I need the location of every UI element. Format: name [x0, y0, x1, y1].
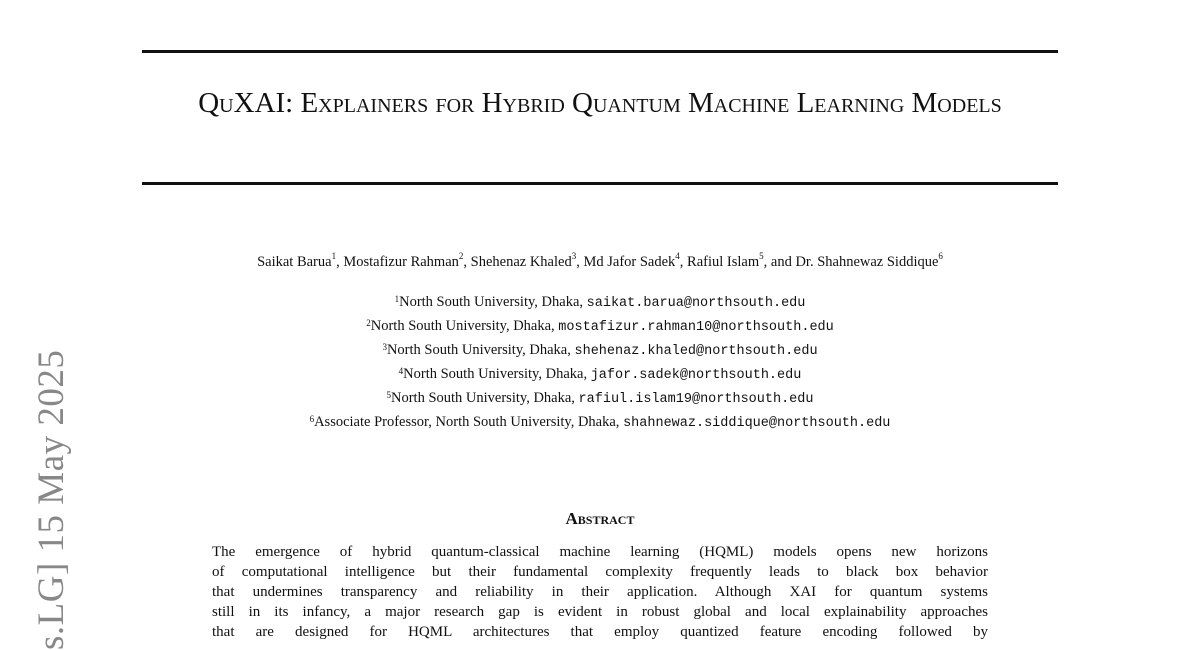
- author-name: Dr. Shahnewaz Siddique: [795, 254, 939, 270]
- affiliation-email: shahnewaz.siddique@northsouth.edu: [623, 416, 891, 431]
- author-separator: , and: [763, 254, 796, 270]
- author-affiliation-number: 1: [331, 251, 337, 261]
- abstract-line: that are designed for HQML architectures that employ quantized feature encoding followed by: [212, 624, 988, 640]
- abstract-heading: Abstract: [565, 509, 635, 528]
- affiliation-line: [100, 291, 1100, 315]
- affiliation-number: 4: [398, 366, 404, 376]
- author-affiliation-number: 5: [759, 251, 764, 261]
- affiliation-number: 6: [309, 414, 315, 424]
- affiliation-text: North South University, Dhaka,: [370, 318, 559, 334]
- abstract-line: The emergence of hybrid quantum-classical machine learning (HQML) models opens new horizons: [212, 544, 988, 560]
- affiliation-list: [100, 291, 1100, 435]
- title-top-rule: [142, 50, 1058, 53]
- affiliation-number: 5: [386, 390, 391, 400]
- author-name: Shehenaz Khaled: [470, 254, 572, 270]
- affiliation-text: Associate Professor, North South University, Dhaka,: [314, 414, 624, 430]
- author-separator: ,: [679, 254, 688, 270]
- affiliation-email: shehenaz.khaled@northsouth.edu: [574, 344, 818, 359]
- affiliation-line: [100, 387, 1100, 411]
- affiliation-line: [100, 339, 1100, 363]
- affiliation-line: [100, 315, 1100, 339]
- title-bottom-rule: [142, 182, 1058, 185]
- author-separator: ,: [576, 254, 584, 270]
- abstract-line: still in its infancy, a major research gap is evident in robust global and local explainability approaches: [212, 604, 988, 620]
- abstract-line: of computational intelligence but their fundamental complexity frequently leads to black box behavior: [212, 564, 988, 580]
- affiliation-text: North South University, Dhaka,: [386, 342, 575, 358]
- author-separator: ,: [463, 254, 471, 270]
- author-name: Md Jafor Sadek: [583, 254, 676, 270]
- arxiv-stamp: s.LG] 15 May 2025: [31, 349, 72, 650]
- affiliation-number: 1: [394, 294, 400, 304]
- author-list: [100, 251, 1100, 271]
- author-affiliation-number: 6: [938, 251, 943, 261]
- abstract-body: [212, 542, 988, 642]
- affiliation-text: North South University, Dhaka,: [403, 366, 591, 382]
- author-affiliation-number: 2: [458, 251, 464, 261]
- author-name: Mostafizur Rahman: [343, 254, 459, 270]
- affiliation-number: 3: [382, 342, 387, 352]
- affiliation-line: [100, 411, 1100, 435]
- paper-title: QuXAI: Explainers for Hybrid Quantum Machine Learning Models: [198, 87, 1002, 119]
- affiliation-text: North South University, Dhaka,: [391, 390, 579, 406]
- author-affiliation-number: 3: [571, 251, 577, 261]
- affiliation-email: mostafizur.rahman10@northsouth.edu: [558, 320, 834, 335]
- affiliation-line: [100, 363, 1100, 387]
- affiliation-email: jafor.sadek@northsouth.edu: [590, 368, 802, 383]
- abstract-line: that undermines transparency and reliability in their application. Although XAI for quantum systems: [212, 584, 988, 600]
- author-separator: ,: [336, 254, 344, 270]
- affiliation-email: saikat.barua@northsouth.edu: [586, 296, 806, 311]
- author-name: Rafiul Islam: [687, 254, 760, 270]
- affiliation-number: 2: [366, 318, 371, 328]
- affiliation-text: North South University, Dhaka,: [399, 294, 587, 310]
- affiliation-email: rafiul.islam19@northsouth.edu: [578, 392, 814, 407]
- author-affiliation-number: 4: [675, 251, 680, 261]
- author-name: Saikat Barua: [257, 254, 332, 270]
